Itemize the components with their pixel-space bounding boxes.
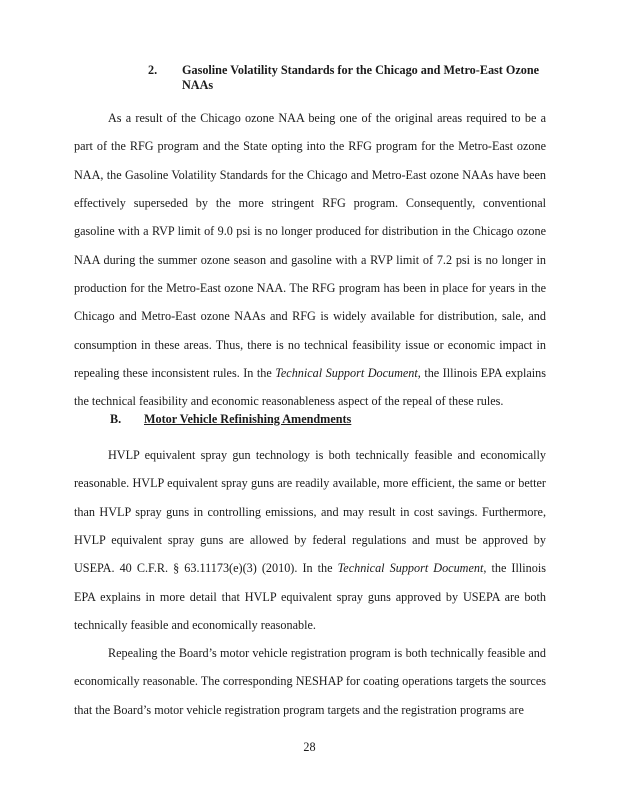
- paragraph-hvlp-spray-guns: [74, 441, 546, 639]
- section-2-title: Gasoline Volatility Standards for the Chicago and Metro-East Ozone NAAs: [182, 63, 540, 92]
- paragraph-registration-program: [74, 639, 546, 724]
- paragraph-text: HVLP equivalent spray gun technology is both technically feasible and economically reasonable. HVLP equivalent spray guns are readily available, more efficient, the same or better than HVLP spray guns in controlling emissions, and may result in cost savings. Furthermore, HVLP equivalent spray guns are allowed by federal regulations and must be approved by USEPA. 40 C.F.R. § 63.11173(e)(3) (2010). In the: [74, 448, 546, 576]
- document-title-italic: Technical Support Document: [275, 365, 418, 380]
- paragraph-text: As a result of the Chicago ozone NAA being one of the original areas required to be a part of the RFG program and the State opting into the RFG program for the Metro-East ozone NAA, the Gasoline Volatility Standards for the Chicago and Metro-East ozone NAAs have been effectively superseded by the more stringent RFG program. Consequently, conventional gasoline with a RVP limit of 9.0 psi is no longer produced for distribution in the Chicago ozone NAA during the summer ozone season and gasoline with a RVP limit of 7.2 psi is no longer in production for the Metro-East ozone NAA. The RFG program has been in place for years in the Chicago and Metro-East ozone NAAs and RFG is widely available for distribution, sale, and consumption in these areas. Thus, there is no technical feasibility issue or economic impact in repealing these inconsistent rules. In the: [74, 111, 546, 380]
- section-2-number: 2.: [148, 63, 158, 77]
- document-title-italic: Technical Support Document: [337, 561, 484, 576]
- paragraph-text-end: , the Illinois EPA explains in more detail that HVLP equivalent spray guns approved by USEPA are both technically feasible and economically reasonable.: [74, 561, 546, 632]
- paragraph-gasoline-volatility: [74, 104, 546, 415]
- page-number: 28: [303, 740, 316, 754]
- paragraph-text: Repealing the Board’s motor vehicle registration program is both technically feasible and economically reasonable. The corresponding NESHAP for coating operations targets the sources that the Board’s motor vehicle registration program targets and the registration programs are: [74, 646, 546, 717]
- paragraph-text-end: , the Illinois EPA explains the technical feasibility and economic reasonableness aspect of the repeal of these rules.: [74, 365, 546, 409]
- section-b-title: Motor Vehicle Refinishing Amendments: [144, 412, 352, 426]
- section-b-letter: B.: [110, 412, 122, 426]
